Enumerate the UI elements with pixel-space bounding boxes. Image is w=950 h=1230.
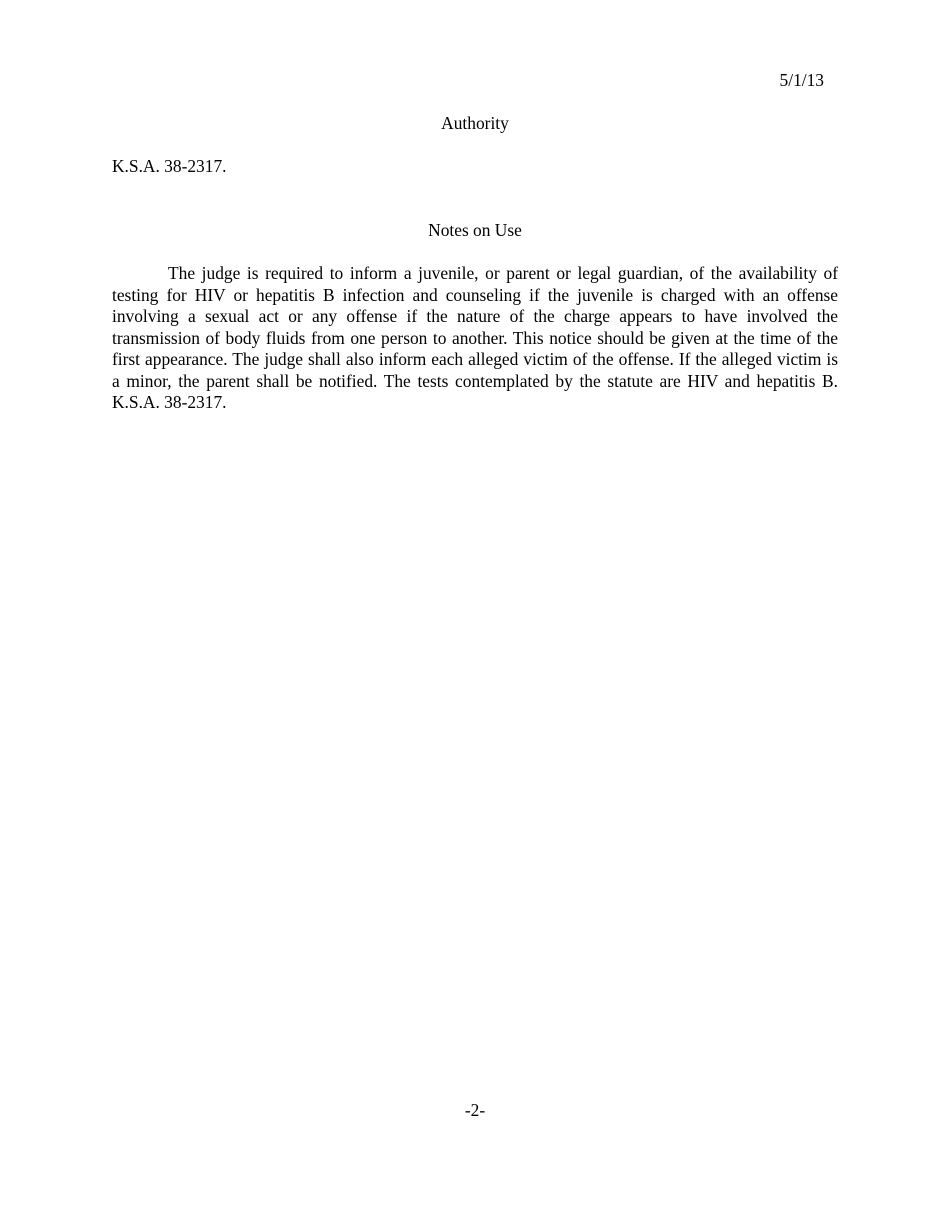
document-date: 5/1/13 — [779, 70, 824, 90]
authority-heading: Authority — [441, 113, 509, 133]
authority-citation: K.S.A. 38-2317. — [112, 156, 227, 176]
notes-on-use-paragraph: The judge is required to inform a juvenile, or parent or legal guardian, of the availability of testing for HIV or hepatitis B infection and counseling if the juvenile is charged with an offense involving a sexual act or any offense if the nature of the charge appears to have involved the transmission of body fluids from one person to another. This notice should be given at the time of the first appearance. The judge shall also inform each alleged victim of the offense. If the alleged victim is a minor, the parent shall be notified. The tests contemplated by the statute are HIV and hepatitis B. K.S.A. 38-2317. — [112, 263, 838, 412]
page-number: -2- — [464, 1100, 486, 1120]
notes-on-use-heading: Notes on Use — [428, 220, 522, 240]
